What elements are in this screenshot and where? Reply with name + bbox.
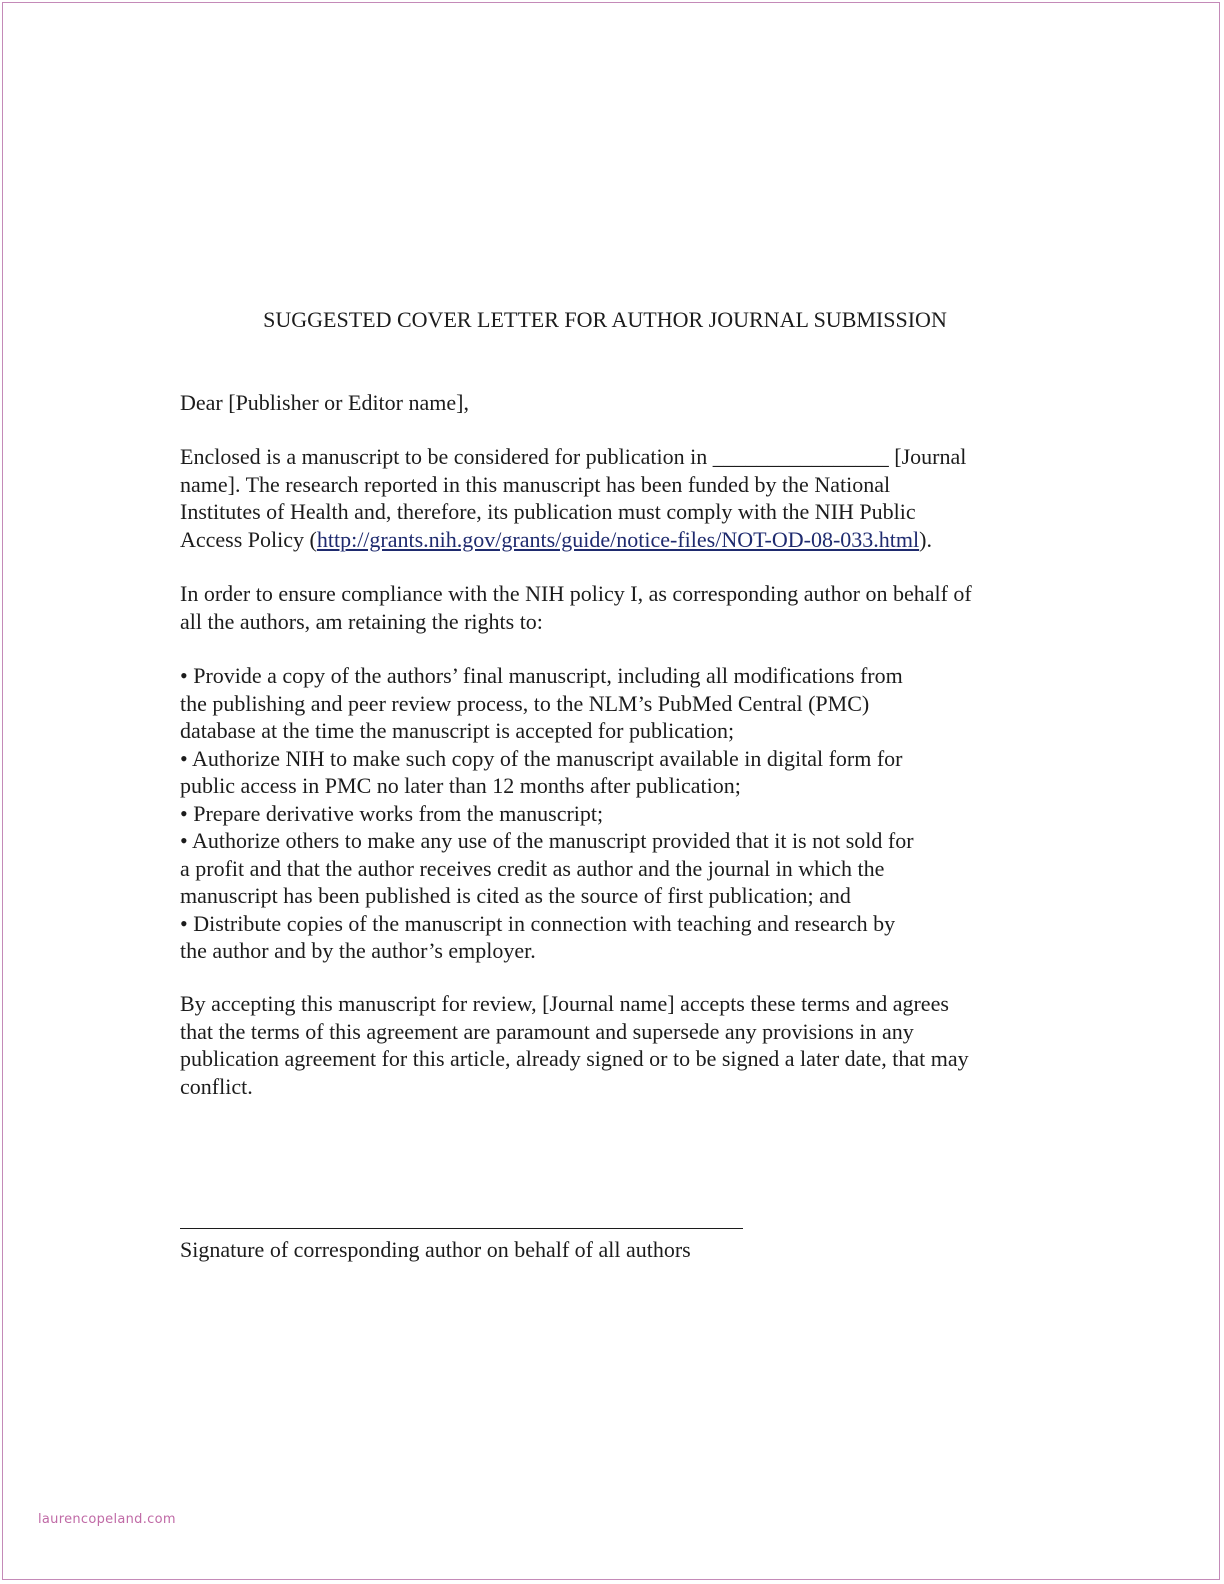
- list-item: a profit and that the author receives credit as author and the journal in which the: [180, 855, 885, 881]
- list-item: • Authorize NIH to make such copy of the manuscript available in digital form for: [180, 745, 903, 771]
- paragraph-line: [180, 526, 966, 554]
- paragraph-line: all the authors, am retaining the rights to:: [180, 608, 543, 634]
- paragraph-line: Enclosed is a manuscript to be considered for publication in ________________ [Journal: [180, 444, 967, 469]
- list-item: • Authorize others to make any use of the manuscript provided that it is not sold for: [180, 828, 914, 853]
- paragraph-acceptance: [180, 990, 969, 1100]
- line-suffix: ).: [919, 526, 932, 552]
- paragraph-line: publication agreement for this article, already signed or to be signed a later date, that may: [180, 1046, 969, 1071]
- rights-list: [180, 662, 914, 965]
- salutation: Dear [Publisher or Editor name],: [180, 390, 469, 415]
- paragraph-line: conflict.: [180, 1073, 253, 1099]
- list-item: database at the time the manuscript is accepted for publication;: [180, 718, 735, 743]
- list-item: • Provide a copy of the authors’ final manuscript, including all modifications from: [180, 663, 903, 688]
- list-item: • Distribute copies of the manuscript in connection with teaching and research by: [180, 910, 896, 936]
- signature-caption: Signature of corresponding author on behalf of all authors: [180, 1237, 691, 1262]
- list-item: manuscript has been published is cited as the source of first publication; and: [180, 883, 851, 908]
- page-title: SUGGESTED COVER LETTER FOR AUTHOR JOURNAL SUBMISSION: [263, 307, 947, 332]
- list-item: public access in PMC no later than 12 months after publication;: [180, 773, 741, 798]
- line-prefix: Access Policy (: [180, 526, 317, 552]
- list-item: • Prepare derivative works from the manuscript;: [180, 800, 604, 826]
- paragraph-line: By accepting this manuscript for review, [Journal name] accepts these terms and agrees: [180, 991, 949, 1016]
- list-item: the publishing and peer review process, to the NLM’s PubMed Central (PMC): [180, 690, 870, 716]
- watermark: laurencopeland.com: [38, 1512, 176, 1527]
- nih-policy-link[interactable]: http://grants.nih.gov/grants/guide/notice-files/NOT-OD-08-033.html: [316, 526, 920, 552]
- paragraph-line: that the terms of this agreement are paramount and supersede any provisions in any: [180, 1018, 914, 1044]
- paragraph-compliance: [180, 580, 972, 635]
- signature-line: [180, 1228, 743, 1229]
- paragraph-line: name]. The research reported in this manuscript has been funded by the National: [180, 471, 891, 497]
- paragraph-line: Institutes of Health and, therefore, its publication must comply with the NIH Public: [180, 499, 916, 524]
- paragraph-line: In order to ensure compliance with the NIH policy I, as corresponding author on behalf of: [180, 581, 972, 606]
- list-item: the author and by the author’s employer.: [180, 938, 536, 963]
- paragraph-enclosed: [180, 443, 966, 553]
